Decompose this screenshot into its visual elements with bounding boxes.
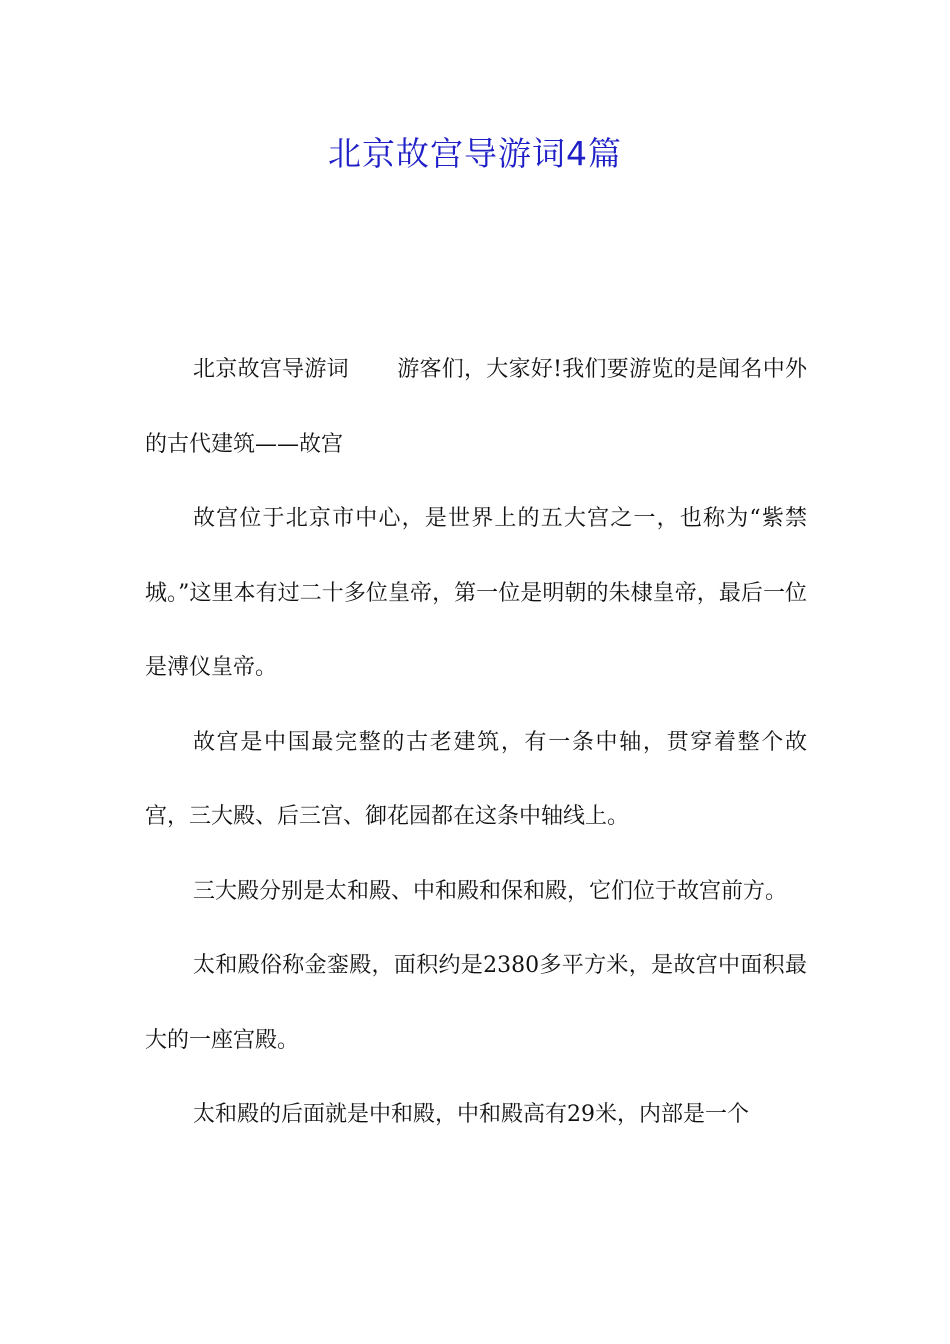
paragraph-intro: [145, 333, 807, 482]
paragraph: 太和殿俗称金銮殿，面积约是2380多平方米，是故宫中面积最大的一座宫殿。: [145, 953, 807, 1053]
document-title: 北京故宫导游词4篇: [328, 134, 622, 173]
document-body: [145, 333, 807, 1153]
paragraph: 故宫是中国最完整的古老建筑，有一条中轴，贯穿着整个故宫，三大殿、后三宫、御花园都在这条中轴线上。: [145, 729, 807, 829]
paragraph: 太和殿的后面就是中和殿，中和殿高有29米，内部是一个: [193, 1102, 749, 1127]
paragraph: 三大殿分别是太和殿、中和殿和保和殿，它们位于故宫前方。: [193, 878, 788, 904]
paragraph-text: 游客们，大家好!我们要游览的是闻名中外的古代建筑——故宫: [145, 357, 807, 457]
paragraph-lead: 北京故宫导游词: [193, 357, 349, 382]
paragraph: 故宫位于北京市中心，是世界上的五大宫之一，也称为“紫禁城。”这里本有过二十多位皇帝，第一位是明朝的朱棣皇帝，最后一位是溥仪皇帝。: [145, 506, 807, 680]
